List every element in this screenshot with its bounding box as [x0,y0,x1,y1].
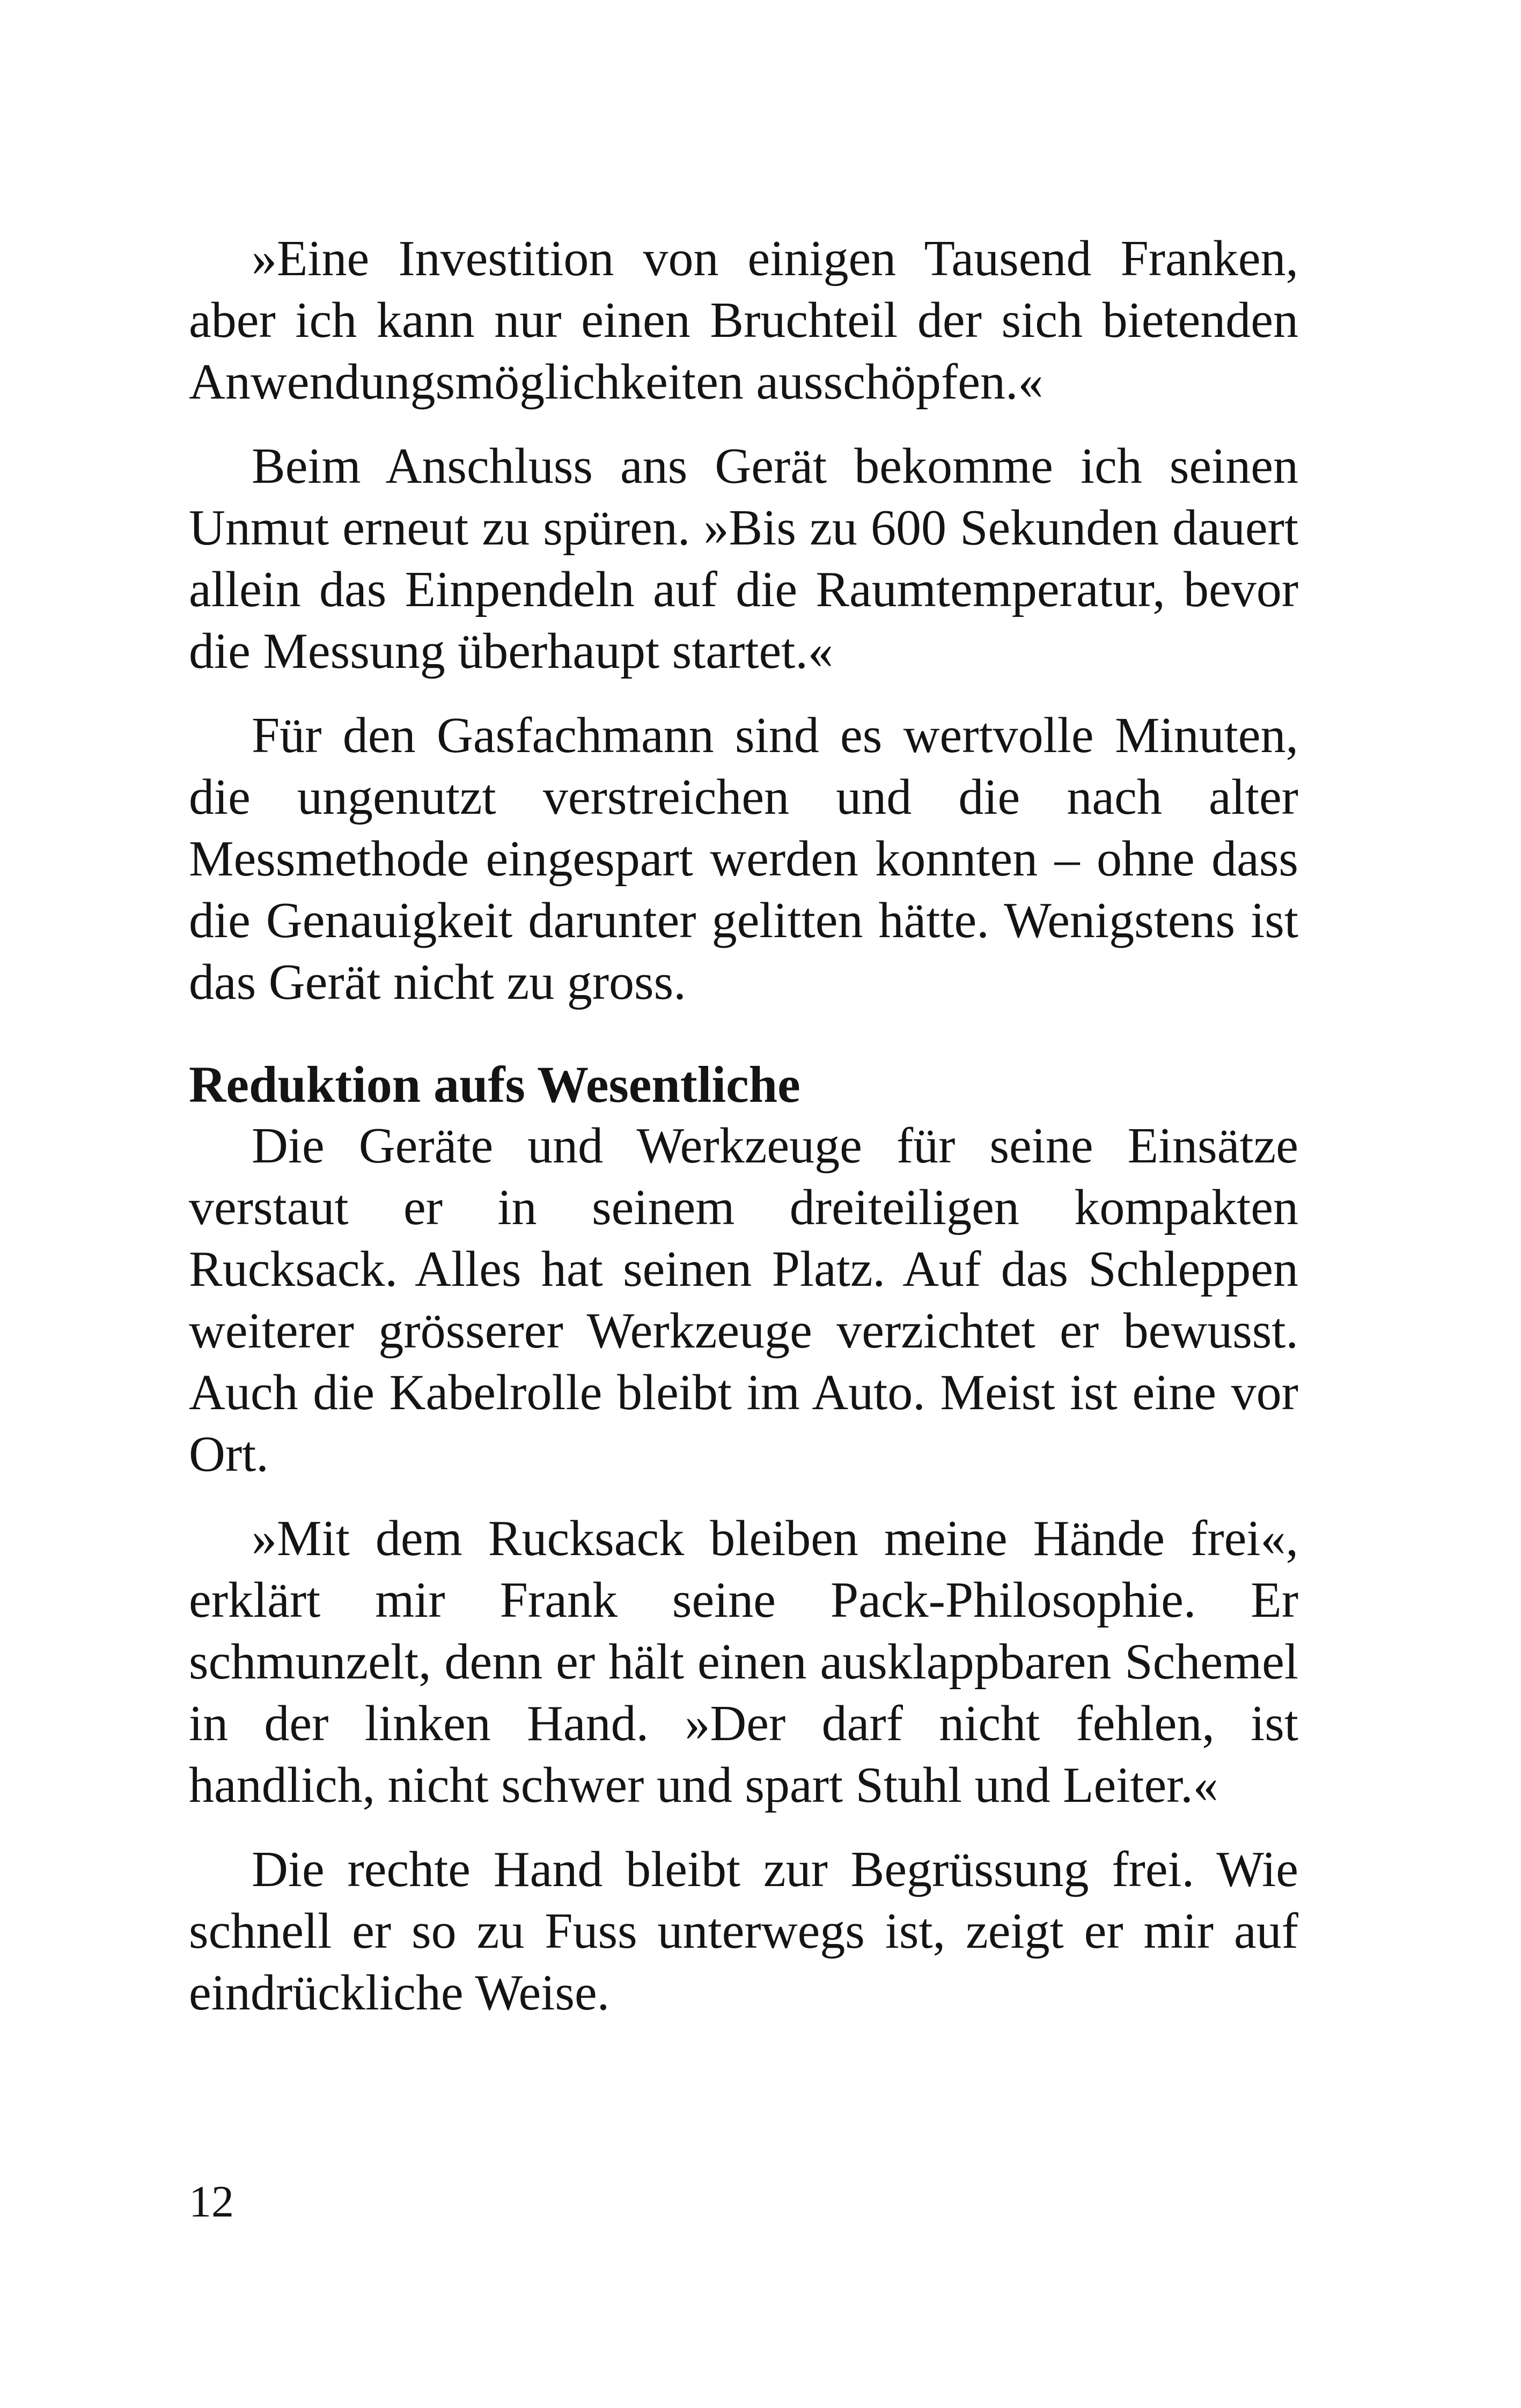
paragraph-gap [189,682,1298,705]
section-heading: Reduktion aufs Wesentliche [189,1056,800,1113]
text-column [189,228,1298,2024]
paragraph-lost-minutes: Für den Gasfachmann sind es wertvolle Minuten, die ungenutzt verstreichen und die nach alter Messmethode eingespart werden konnten – ohne dass die Genauigkeit darunter gelitten hätte. Wenigstens ist das Gerät nicht zu gross. [189,708,1298,1010]
paragraph-investment-quote: »Eine Investition von einigen Tausend Franken, aber ich kann nur einen Bruchteil der sich bietenden Anwendungsmöglichkeiten ausschöpfen.« [189,231,1298,410]
paragraph-pack-philosophy: »Mit dem Rucksack bleiben meine Hände frei«, erklärt mir Frank seine Pack-Philosophie. Er schmunzelt, denn er hält einen ausklappbaren Schemel in der linken Hand. »Der darf nicht fehlen, ist handlich, nicht schwer und spart Stuhl und Leiter.« [189,1511,1298,1813]
section-gap [189,1013,1298,1054]
paragraph-gap [189,1485,1298,1508]
paragraph-device-connection: Beim Anschluss ans Gerät bekomme ich seinen Unmut erneut zu spüren. »Bis zu 600 Sekunden dauert allein das Einpendeln auf die Raumtemperatur, bevor die Messung überhaupt startet.« [189,438,1298,679]
paragraph-gap [189,413,1298,436]
paragraph-right-hand: Die rechte Hand bleibt zur Begrüssung frei. Wie schnell er so zu Fuss unterwegs ist, zeigt er mir auf eindrückliche Weise. [189,1842,1298,2021]
paragraph-gap [189,1816,1298,1839]
paragraph-backpack: Die Geräte und Werkzeuge für seine Einsätze verstaut er in seinem dreiteiligen kompakten Rucksack. Alles hat seinen Platz. Auf das Schleppen weiterer grösserer Werkzeuge verzichtet er bewusst. Auch die Kabelrolle bleibt im Auto. Meist ist eine vor Ort. [189,1118,1298,1482]
page-number: 12 [189,2177,234,2227]
